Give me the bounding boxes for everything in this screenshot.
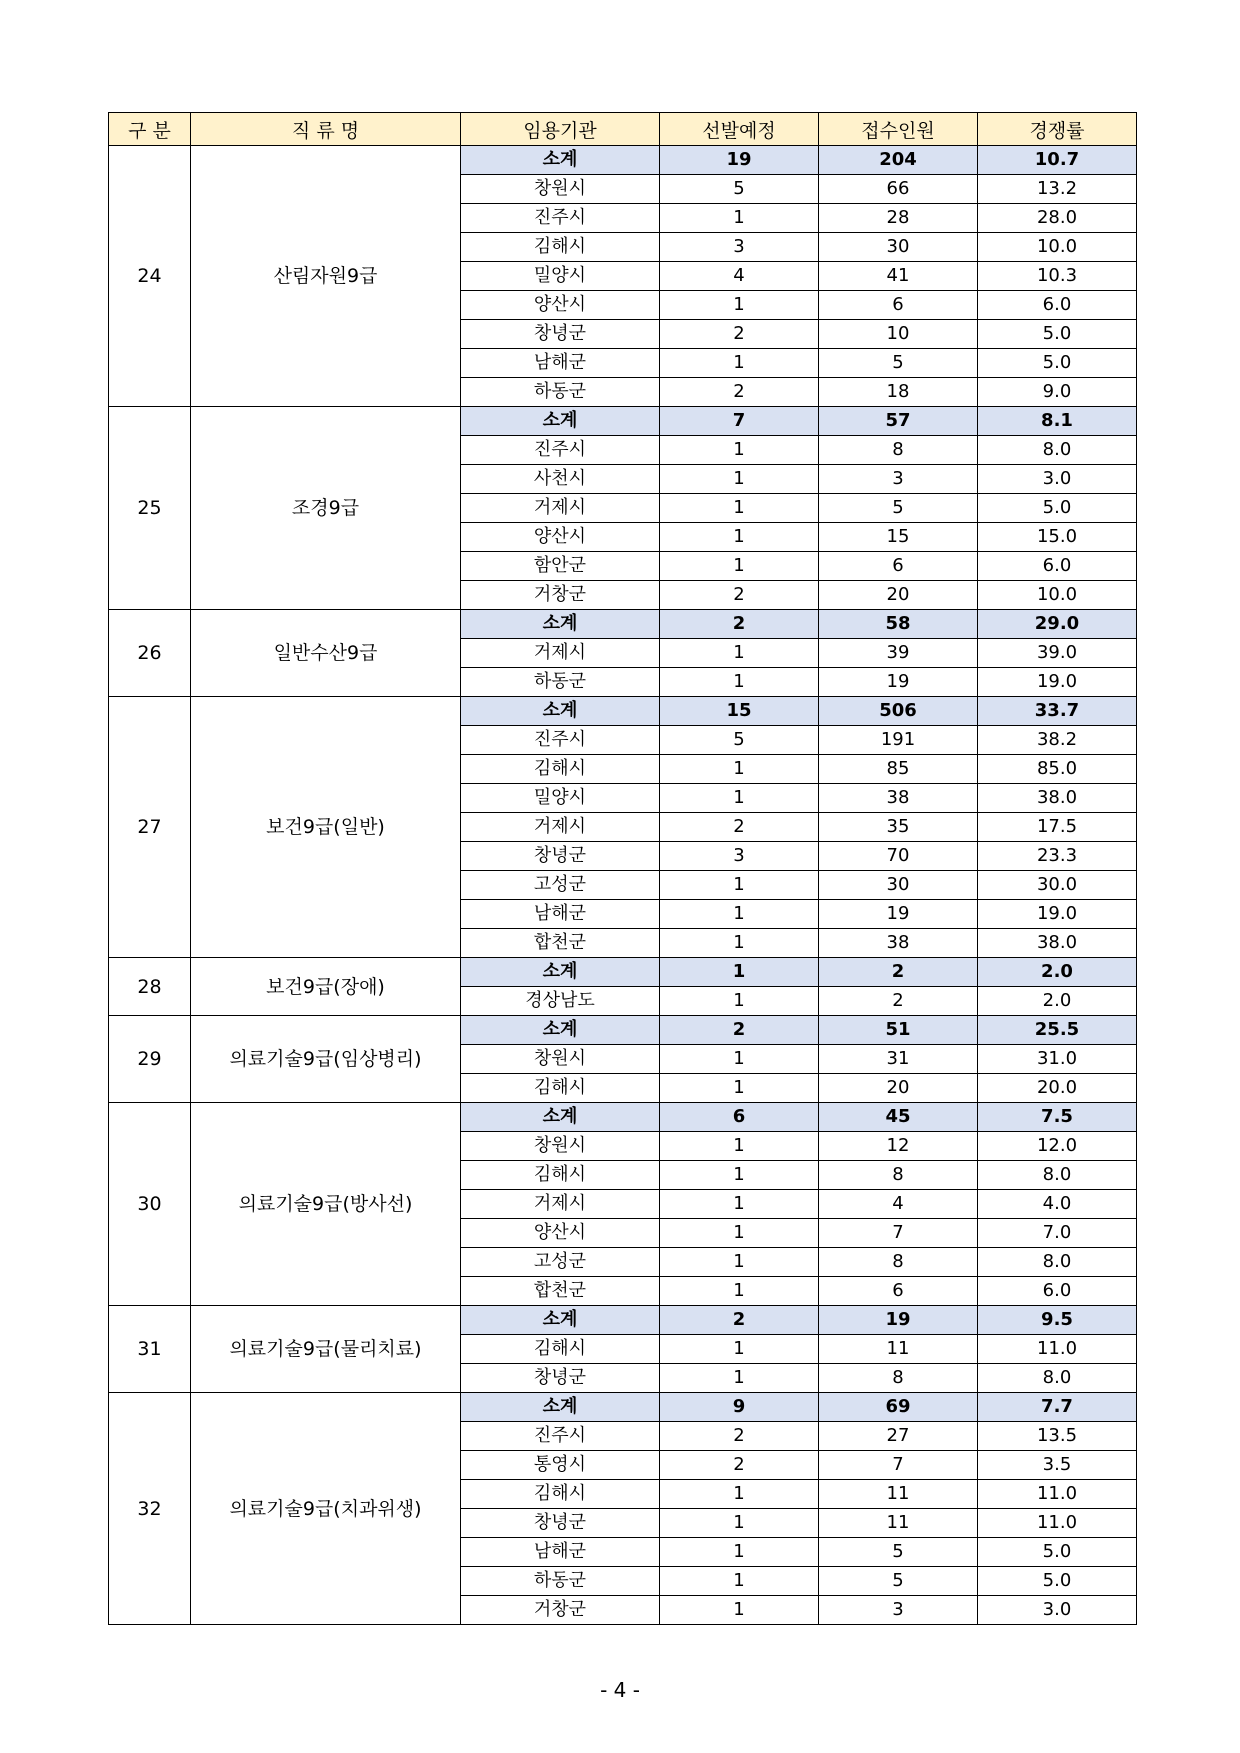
- agency-cell: 창녕군: [461, 1364, 660, 1393]
- planned-cell: 1: [660, 349, 819, 378]
- applied-cell: 11: [819, 1335, 978, 1364]
- planned-cell: 2: [660, 378, 819, 407]
- subtotal-planned: 2: [660, 610, 819, 639]
- group-job-series: 의료기술9급(치과위생): [191, 1393, 461, 1625]
- planned-cell: 1: [660, 552, 819, 581]
- ratio-cell: 13.2: [978, 175, 1137, 204]
- ratio-cell: 10.0: [978, 581, 1137, 610]
- ratio-cell: 15.0: [978, 523, 1137, 552]
- agency-cell: 진주시: [461, 436, 660, 465]
- subtotal-applied: 57: [819, 407, 978, 436]
- agency-cell: 김해시: [461, 1480, 660, 1509]
- subtotal-planned: 7: [660, 407, 819, 436]
- ratio-cell: 5.0: [978, 349, 1137, 378]
- ratio-cell: 38.0: [978, 784, 1137, 813]
- ratio-cell: 3.0: [978, 1596, 1137, 1625]
- subtotal-applied: 204: [819, 146, 978, 175]
- agency-cell: 밀양시: [461, 784, 660, 813]
- agency-cell: 김해시: [461, 755, 660, 784]
- planned-cell: 5: [660, 726, 819, 755]
- agency-cell: 거창군: [461, 581, 660, 610]
- planned-cell: 1: [660, 987, 819, 1016]
- applied-cell: 41: [819, 262, 978, 291]
- agency-cell: 남해군: [461, 900, 660, 929]
- planned-cell: 1: [660, 639, 819, 668]
- agency-cell: 하동군: [461, 1567, 660, 1596]
- planned-cell: 1: [660, 871, 819, 900]
- group-number: 29: [109, 1016, 191, 1103]
- agency-cell: 창원시: [461, 175, 660, 204]
- applied-cell: 20: [819, 581, 978, 610]
- group-job-series: 일반수산9급: [191, 610, 461, 697]
- ratio-cell: 6.0: [978, 291, 1137, 320]
- subtotal-label: 소계: [461, 407, 660, 436]
- subtotal-planned: 19: [660, 146, 819, 175]
- applied-cell: 5: [819, 1538, 978, 1567]
- agency-cell: 사천시: [461, 465, 660, 494]
- ratio-cell: 5.0: [978, 1567, 1137, 1596]
- ratio-cell: 5.0: [978, 320, 1137, 349]
- applied-cell: 27: [819, 1422, 978, 1451]
- planned-cell: 2: [660, 1451, 819, 1480]
- subtotal-planned: 2: [660, 1306, 819, 1335]
- agency-cell: 진주시: [461, 1422, 660, 1451]
- subtotal-applied: 58: [819, 610, 978, 639]
- agency-cell: 양산시: [461, 523, 660, 552]
- planned-cell: 2: [660, 1422, 819, 1451]
- planned-cell: 1: [660, 929, 819, 958]
- subtotal-row: [109, 697, 1137, 726]
- ratio-cell: 3.0: [978, 465, 1137, 494]
- ratio-cell: 4.0: [978, 1190, 1137, 1219]
- subtotal-applied: 506: [819, 697, 978, 726]
- ratio-cell: 11.0: [978, 1480, 1137, 1509]
- planned-cell: 1: [660, 1132, 819, 1161]
- agency-cell: 거제시: [461, 1190, 660, 1219]
- subtotal-label: 소계: [461, 610, 660, 639]
- ratio-cell: 8.0: [978, 1248, 1137, 1277]
- applied-cell: 3: [819, 1596, 978, 1625]
- ratio-cell: 12.0: [978, 1132, 1137, 1161]
- subtotal-planned: 9: [660, 1393, 819, 1422]
- applied-cell: 7: [819, 1451, 978, 1480]
- planned-cell: 1: [660, 291, 819, 320]
- header-job-series: 직 류 명: [191, 113, 461, 146]
- ratio-cell: 20.0: [978, 1074, 1137, 1103]
- ratio-cell: 38.2: [978, 726, 1137, 755]
- ratio-cell: 10.3: [978, 262, 1137, 291]
- agency-cell: 양산시: [461, 1219, 660, 1248]
- applied-cell: 19: [819, 668, 978, 697]
- agency-cell: 남해군: [461, 1538, 660, 1567]
- subtotal-ratio: 25.5: [978, 1016, 1137, 1045]
- agency-cell: 창원시: [461, 1132, 660, 1161]
- applied-cell: 66: [819, 175, 978, 204]
- planned-cell: 2: [660, 813, 819, 842]
- table-header: [109, 113, 1137, 146]
- page-number: - 4 -: [600, 1678, 640, 1702]
- ratio-cell: 39.0: [978, 639, 1137, 668]
- planned-cell: 1: [660, 1277, 819, 1306]
- ratio-cell: 19.0: [978, 668, 1137, 697]
- planned-cell: 5: [660, 175, 819, 204]
- subtotal-ratio: 7.5: [978, 1103, 1137, 1132]
- ratio-cell: 23.3: [978, 842, 1137, 871]
- agency-cell: 합천군: [461, 929, 660, 958]
- ratio-cell: 8.0: [978, 1364, 1137, 1393]
- subtotal-row: [109, 407, 1137, 436]
- applied-cell: 10: [819, 320, 978, 349]
- group-number: 31: [109, 1306, 191, 1393]
- applied-cell: 70: [819, 842, 978, 871]
- applied-cell: 5: [819, 349, 978, 378]
- ratio-cell: 11.0: [978, 1509, 1137, 1538]
- agency-cell: 김해시: [461, 1074, 660, 1103]
- planned-cell: 1: [660, 755, 819, 784]
- planned-cell: 1: [660, 900, 819, 929]
- applied-cell: 4: [819, 1190, 978, 1219]
- subtotal-ratio: 10.7: [978, 146, 1137, 175]
- header-ratio: 경쟁률: [978, 113, 1137, 146]
- agency-cell: 김해시: [461, 1335, 660, 1364]
- agency-cell: 김해시: [461, 233, 660, 262]
- planned-cell: 1: [660, 1480, 819, 1509]
- applied-cell: 30: [819, 233, 978, 262]
- subtotal-applied: 69: [819, 1393, 978, 1422]
- planned-cell: 1: [660, 1190, 819, 1219]
- subtotal-row: [109, 1016, 1137, 1045]
- subtotal-row: [109, 146, 1137, 175]
- planned-cell: 1: [660, 1538, 819, 1567]
- planned-cell: 1: [660, 668, 819, 697]
- ratio-cell: 11.0: [978, 1335, 1137, 1364]
- recruitment-table: [108, 112, 1137, 1625]
- subtotal-planned: 1: [660, 958, 819, 987]
- header-agency: 임용기관: [461, 113, 660, 146]
- agency-cell: 밀양시: [461, 262, 660, 291]
- applied-cell: 38: [819, 784, 978, 813]
- planned-cell: 1: [660, 1567, 819, 1596]
- applied-cell: 8: [819, 436, 978, 465]
- applied-cell: 15: [819, 523, 978, 552]
- applied-cell: 11: [819, 1480, 978, 1509]
- subtotal-ratio: 8.1: [978, 407, 1137, 436]
- ratio-cell: 85.0: [978, 755, 1137, 784]
- subtotal-row: [109, 1306, 1137, 1335]
- group-number: 27: [109, 697, 191, 958]
- subtotal-ratio: 2.0: [978, 958, 1137, 987]
- agency-cell: 통영시: [461, 1451, 660, 1480]
- applied-cell: 6: [819, 291, 978, 320]
- agency-cell: 거제시: [461, 813, 660, 842]
- applied-cell: 7: [819, 1219, 978, 1248]
- applied-cell: 2: [819, 987, 978, 1016]
- planned-cell: 1: [660, 1161, 819, 1190]
- group-number: 28: [109, 958, 191, 1016]
- group-number: 24: [109, 146, 191, 407]
- group-number: 32: [109, 1393, 191, 1625]
- agency-cell: 창원시: [461, 1045, 660, 1074]
- subtotal-row: [109, 1103, 1137, 1132]
- applied-cell: 8: [819, 1161, 978, 1190]
- planned-cell: 1: [660, 1596, 819, 1625]
- subtotal-applied: 2: [819, 958, 978, 987]
- planned-cell: 1: [660, 465, 819, 494]
- subtotal-ratio: 9.5: [978, 1306, 1137, 1335]
- group-job-series: 의료기술9급(임상병리): [191, 1016, 461, 1103]
- planned-cell: 1: [660, 523, 819, 552]
- ratio-cell: 28.0: [978, 204, 1137, 233]
- ratio-cell: 30.0: [978, 871, 1137, 900]
- ratio-cell: 8.0: [978, 436, 1137, 465]
- applied-cell: 35: [819, 813, 978, 842]
- planned-cell: 1: [660, 1219, 819, 1248]
- subtotal-label: 소계: [461, 1103, 660, 1132]
- planned-cell: 3: [660, 233, 819, 262]
- planned-cell: 1: [660, 1509, 819, 1538]
- header-applied: 접수인원: [819, 113, 978, 146]
- planned-cell: 2: [660, 581, 819, 610]
- applied-cell: 28: [819, 204, 978, 233]
- group-job-series: 의료기술9급(방사선): [191, 1103, 461, 1306]
- applied-cell: 31: [819, 1045, 978, 1074]
- agency-cell: 창녕군: [461, 842, 660, 871]
- group-number: 26: [109, 610, 191, 697]
- subtotal-row: [109, 1393, 1137, 1422]
- planned-cell: 1: [660, 204, 819, 233]
- header-planned: 선발예정: [660, 113, 819, 146]
- agency-cell: 하동군: [461, 668, 660, 697]
- applied-cell: 30: [819, 871, 978, 900]
- ratio-cell: 3.5: [978, 1451, 1137, 1480]
- subtotal-applied: 19: [819, 1306, 978, 1335]
- agency-cell: 함안군: [461, 552, 660, 581]
- agency-cell: 고성군: [461, 1248, 660, 1277]
- header-category: 구 분: [109, 113, 191, 146]
- subtotal-ratio: 33.7: [978, 697, 1137, 726]
- applied-cell: 8: [819, 1364, 978, 1393]
- applied-cell: 5: [819, 1567, 978, 1596]
- agency-cell: 김해시: [461, 1161, 660, 1190]
- group-number: 30: [109, 1103, 191, 1306]
- ratio-cell: 38.0: [978, 929, 1137, 958]
- planned-cell: 4: [660, 262, 819, 291]
- subtotal-label: 소계: [461, 697, 660, 726]
- ratio-cell: 31.0: [978, 1045, 1137, 1074]
- applied-cell: 38: [819, 929, 978, 958]
- group-job-series: 조경9급: [191, 407, 461, 610]
- applied-cell: 11: [819, 1509, 978, 1538]
- subtotal-label: 소계: [461, 1016, 660, 1045]
- applied-cell: 6: [819, 1277, 978, 1306]
- subtotal-label: 소계: [461, 958, 660, 987]
- agency-cell: 거제시: [461, 639, 660, 668]
- ratio-cell: 5.0: [978, 1538, 1137, 1567]
- planned-cell: 1: [660, 1364, 819, 1393]
- agency-cell: 합천군: [461, 1277, 660, 1306]
- planned-cell: 1: [660, 1335, 819, 1364]
- agency-cell: 고성군: [461, 871, 660, 900]
- applied-cell: 6: [819, 552, 978, 581]
- ratio-cell: 8.0: [978, 1161, 1137, 1190]
- group-job-series: 의료기술9급(물리치료): [191, 1306, 461, 1393]
- planned-cell: 1: [660, 1045, 819, 1074]
- agency-cell: 창녕군: [461, 1509, 660, 1538]
- ratio-cell: 17.5: [978, 813, 1137, 842]
- ratio-cell: 10.0: [978, 233, 1137, 262]
- ratio-cell: 6.0: [978, 1277, 1137, 1306]
- subtotal-planned: 6: [660, 1103, 819, 1132]
- subtotal-label: 소계: [461, 1393, 660, 1422]
- applied-cell: 3: [819, 465, 978, 494]
- agency-cell: 거창군: [461, 1596, 660, 1625]
- subtotal-row: [109, 958, 1137, 987]
- agency-cell: 진주시: [461, 726, 660, 755]
- ratio-cell: 7.0: [978, 1219, 1137, 1248]
- planned-cell: 3: [660, 842, 819, 871]
- subtotal-label: 소계: [461, 146, 660, 175]
- ratio-cell: 19.0: [978, 900, 1137, 929]
- agency-cell: 경상남도: [461, 987, 660, 1016]
- subtotal-planned: 15: [660, 697, 819, 726]
- header-row: [109, 113, 1137, 146]
- applied-cell: 191: [819, 726, 978, 755]
- subtotal-planned: 2: [660, 1016, 819, 1045]
- planned-cell: 1: [660, 1248, 819, 1277]
- ratio-cell: 2.0: [978, 987, 1137, 1016]
- planned-cell: 2: [660, 320, 819, 349]
- ratio-cell: 13.5: [978, 1422, 1137, 1451]
- applied-cell: 19: [819, 900, 978, 929]
- planned-cell: 1: [660, 784, 819, 813]
- applied-cell: 18: [819, 378, 978, 407]
- applied-cell: 20: [819, 1074, 978, 1103]
- agency-cell: 남해군: [461, 349, 660, 378]
- applied-cell: 5: [819, 494, 978, 523]
- agency-cell: 진주시: [461, 204, 660, 233]
- applied-cell: 12: [819, 1132, 978, 1161]
- subtotal-ratio: 29.0: [978, 610, 1137, 639]
- agency-cell: 하동군: [461, 378, 660, 407]
- applied-cell: 85: [819, 755, 978, 784]
- subtotal-applied: 45: [819, 1103, 978, 1132]
- planned-cell: 1: [660, 436, 819, 465]
- group-job-series: 산림자원9급: [191, 146, 461, 407]
- table-body: [109, 146, 1137, 1625]
- group-number: 25: [109, 407, 191, 610]
- planned-cell: 1: [660, 1074, 819, 1103]
- ratio-cell: 5.0: [978, 494, 1137, 523]
- agency-cell: 창녕군: [461, 320, 660, 349]
- agency-cell: 거제시: [461, 494, 660, 523]
- subtotal-ratio: 7.7: [978, 1393, 1137, 1422]
- group-job-series: 보건9급(장애): [191, 958, 461, 1016]
- planned-cell: 1: [660, 494, 819, 523]
- applied-cell: 39: [819, 639, 978, 668]
- subtotal-label: 소계: [461, 1306, 660, 1335]
- group-job-series: 보건9급(일반): [191, 697, 461, 958]
- subtotal-row: [109, 610, 1137, 639]
- applied-cell: 8: [819, 1248, 978, 1277]
- agency-cell: 양산시: [461, 291, 660, 320]
- ratio-cell: 6.0: [978, 552, 1137, 581]
- ratio-cell: 9.0: [978, 378, 1137, 407]
- subtotal-applied: 51: [819, 1016, 978, 1045]
